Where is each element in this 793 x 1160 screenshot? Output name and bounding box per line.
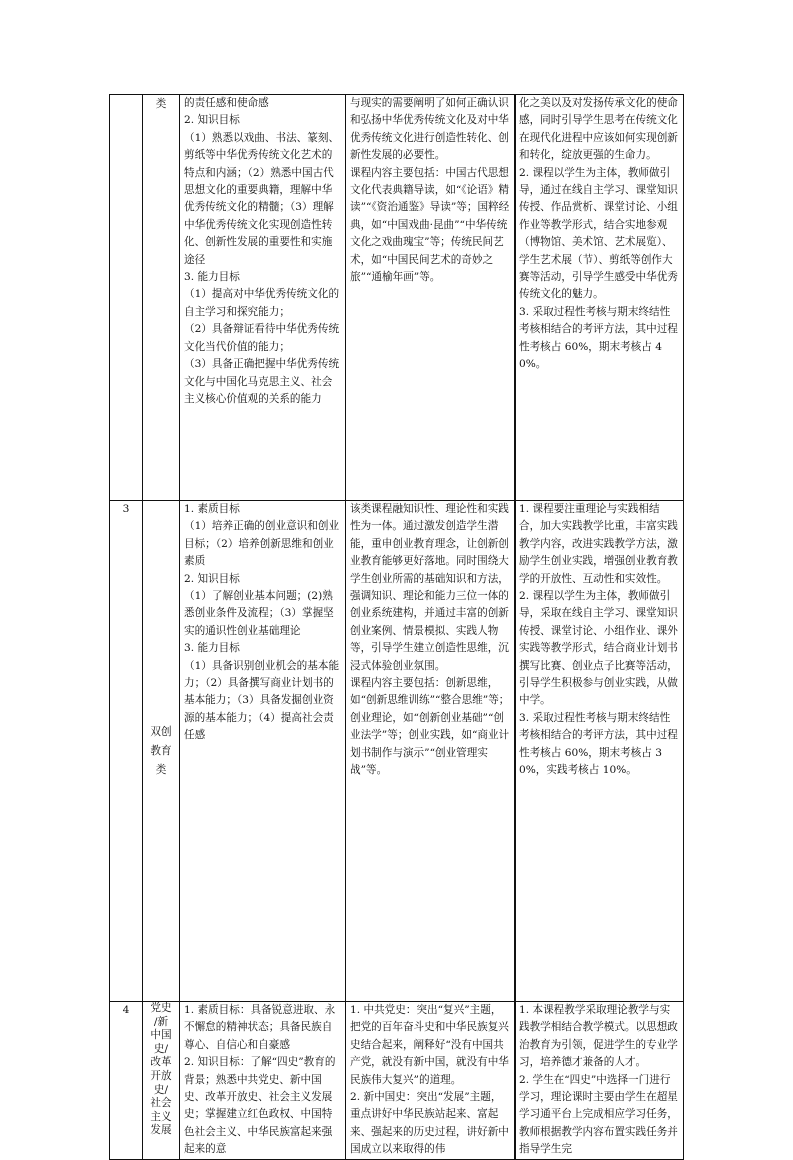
- category-text: 类: [155, 98, 167, 110]
- objectives-text: 1. 素质目标：具备锐意进取、永不懈怠的精神状态；具备民族自尊心、自信心和自豪感 2. 知识目标：了解“四史”教育的背景；熟悉中共党史、新中国史、改革开放史、社会主义发展史；掌握建立红色政权、中国特色社会主义、中华民族富起来强起来的意: [184, 1004, 336, 1156]
- objectives-text: 1. 素质目标 （1）培养正确的创业意识和创业目标；（2）培养创新思维和创业素质 2. 知识目标 （1）了解创业基本问题；(2)熟悉创业条件及流程；（3）掌握坚实的通识性创业基础理论 3. 能力目标 （1）具备识别创业机会的基本能力；（2）具备撰写商业计划书的基本能力；（3）具备发掘创业资源的基本能力；（4）提高社会责任感: [184, 503, 340, 742]
- category-text: 双创 教育 类: [150, 725, 172, 776]
- objectives-cell: [180, 1002, 346, 1160]
- row-number-cell: [110, 95, 143, 501]
- content-cell: [346, 1002, 515, 1160]
- category-cell: [143, 1002, 180, 1160]
- objectives-cell: [180, 95, 346, 501]
- content-text: 1. 中共党史：突出“复兴”主题，把党的百年奋斗史和中华民族复兴史结合起来，阐释好“没有中国共产党，就没有新中国，就没有中华民族伟大复兴”的道理。 2. 新中国史：突出“发展”主题，重点讲好中华民族站起来、富起来、强起来的历史过程，讲好新中国成立以来取得的伟: [350, 1004, 509, 1156]
- row-number-cell: 3: [110, 501, 143, 1002]
- requirements-text: 1. 课程要注重理论与实践相结合，加大实践教学比重，丰富实践教学内容，改进实践教学方法，激励学生创业实践，增强创业教育教学的开放性、互动性和实效性。 2. 课程以学生为主体，教师做引导，采取在线自主学习、课堂知识传授、课堂讨论、小组作业、课外实践等教学形式，结合商业计划书撰写比赛、创业点子比赛等活动，引导学生积极参与创业实践，从做中学。 3. 采取过程性考核与期末终结性考核相结合的考评方法，其中过程性考核占 60%，期末考核占 30%，实践考核占 10%。: [519, 503, 678, 777]
- content-cell: [346, 501, 515, 1002]
- requirements-cell: [515, 95, 684, 501]
- requirements-text: 1. 本课程教学采取理论教学与实践教学相结合教学模式。以思想政治教育为引领，促进学生的专业学习，培养德才兼备的人才。 2. 学生在“四史”中选择一门进行学习，理论课时主要由学生在超星学习通平台上完成相应学习任务，教师根据教学内容布置实践任务并指导学生完: [519, 1004, 678, 1156]
- requirements-cell: [515, 1002, 684, 1160]
- table-row: [110, 501, 684, 1002]
- content-text: 该类课程融知识性、理论性和实践性为一体。通过激发创造学生潜能，重申创业教育理念，让创新创业教育能够更好落地。同时围绕大学生创业所需的基础知识和方法，强调知识、理论和能力三位一体的创业系统建构，并通过丰富的创新创业案例、情景模拟、实践人物等，引导学生建立创造性思维，沉浸式体验创业氛围。 课程内容主要包括：创新思维，如“创新思维训练”“整合思维”等；创业理论，如“创新创业基础”“创业法学”等；创业实践，如“商业计划书制作与演示”“创业管理实战”等。: [350, 503, 510, 777]
- table-row: [110, 95, 684, 501]
- curriculum-table: [109, 94, 684, 1160]
- category-text: 党史 /新 中国 史/ 改革 开放 史/ 社会 主义 发展: [150, 1002, 172, 1137]
- requirements-cell: [515, 501, 684, 1002]
- requirements-text: 化之美以及对发扬传承文化的使命感，同时引导学生思考在传统文化在现代化进程中应该如何实现创新和转化，绽放更强的生命力。 2. 课程以学生为主体，教师做引导，通过在线自主学习、课堂知识传授、作品赏析、课堂讨论、小组作业等教学形式，结合实地参观（博物馆、美术馆、艺术展览）、学生艺术展（节）、剪纸等创作大赛等活动，引导学生感受中华优秀传统文化的魅力。 3. 采取过程性考核与期末终结性考核相结合的考评方法，其中过程性考核占 60%，期末考核占 40%。: [519, 97, 678, 371]
- row-number-cell: 4: [110, 1002, 143, 1160]
- content-text: 与现实的需要阐明了如何正确认识和弘扬中华优秀传统文化及对中华优秀传统文化进行创造性转化、创新性发展的必要性。 课程内容主要包括：中国古代思想文化代表典籍导读，如“《论语》精读”“《资治通鉴》导读”等；国粹经典，如“中国戏曲·昆曲”“中华传统文化之戏曲瑰宝”等；传统民间艺术，如“中国民间艺术的奇妙之旅”“通榆年画”等。: [350, 97, 510, 284]
- category-cell: [143, 95, 180, 501]
- objectives-text: 的责任感和使命感 2. 知识目标 （1）熟悉以戏曲、书法、篆刻、剪纸等中华优秀传统文化艺术的特点和内涵；（2）熟悉中国古代思想文化的重要典籍，理解中华优秀传统文化的精髓；（3）理解中华优秀传统文化实现创造性转化、创新性发展的重要性和实施途径 3. 能力目标 （1）提高对中华优秀传统文化的自主学习和探究能力； （2）具备辩证看待中华优秀传统文化当代价值的能力； （3）具备正确把握中华优秀传统文化与中国化马克思主义、社会主义核心价值观的关系的能力: [184, 97, 340, 405]
- table-row: [110, 1002, 684, 1160]
- content-cell: [346, 95, 515, 501]
- objectives-cell: [180, 501, 346, 1002]
- category-cell: [143, 501, 180, 1002]
